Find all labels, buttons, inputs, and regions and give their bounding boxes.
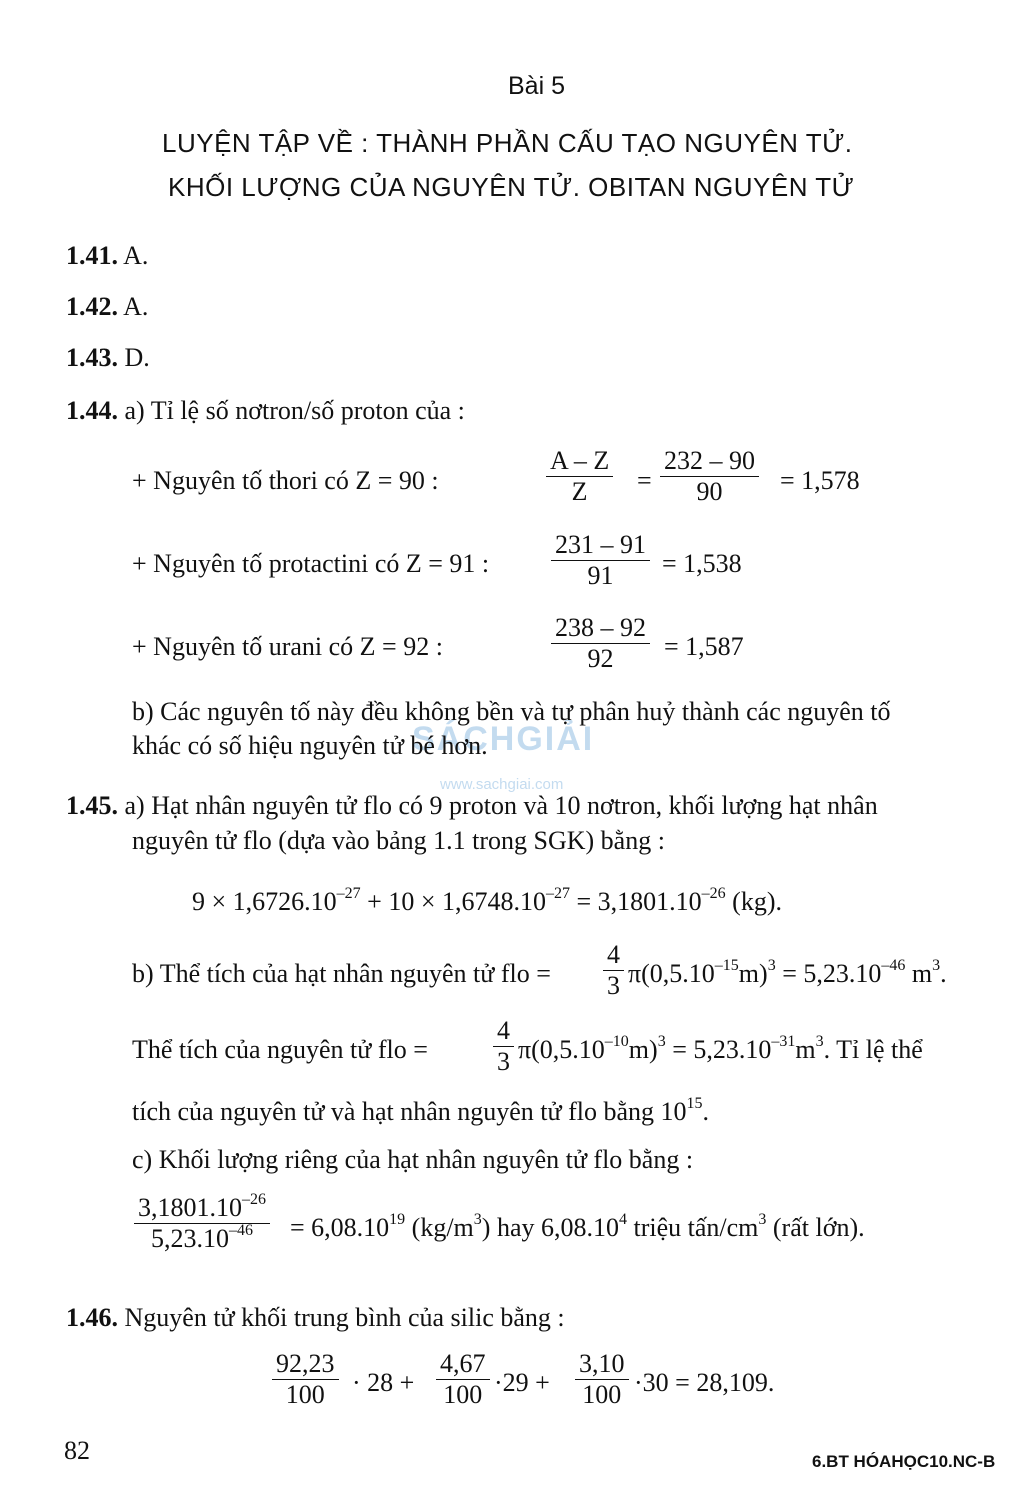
question-number: 1.45.	[66, 791, 118, 820]
answer-item	[66, 342, 150, 374]
denominator: $5,23.10^{-46}$	[151, 1222, 253, 1253]
denominator: 92	[587, 644, 614, 673]
question-intro: Nguyên tử khối trung bình của silic bằng :	[124, 1303, 565, 1332]
paragraph-line: nguyên tử flo (dựa vào bảng 1.1 trong SGK) bằng :	[132, 826, 665, 855]
paragraph-line: a) Hạt nhân nguyên tử flo có 9 proton và 10 nơtron, khối lượng hạt nhân	[124, 791, 878, 820]
fraction-si28: 92,23 100	[272, 1349, 339, 1410]
question-number: 1.42.	[66, 292, 118, 321]
lesson-label: Bài 5	[508, 72, 565, 100]
question-number: 1.44.	[66, 396, 118, 425]
page-title-line2: KHỐI LƯỢNG CỦA NGUYÊN TỬ. OBITAN NGUYÊN TỬ	[168, 172, 855, 202]
paragraph-line: c) Khối lượng riêng của hạt nhân nguyên tử flo bằng :	[132, 1145, 694, 1174]
atom-volume-expression: $\pi(0,5.10^{-10}m)^3 = 5,23.10^{-31}m^3$. Tỉ lệ thể	[518, 1033, 923, 1064]
protactini-label: + Nguyên tố protactini có Z = 91 :	[132, 549, 490, 578]
page-number: 82	[64, 1436, 90, 1465]
question-number: 1.43.	[66, 343, 118, 372]
answer-text: D.	[124, 343, 150, 372]
nucleus-volume-expression: $\pi(0,5.10^{-15}m)^3 = 5,23.10^{-46}$ $m^3$.	[628, 957, 947, 988]
thori-result: = 1,578	[780, 466, 860, 495]
question-144	[66, 395, 465, 427]
fraction-protactini	[551, 530, 650, 591]
page-title-line1: LUYỆN TẬP VỀ : THÀNH PHẦN CẤU TẠO NGUYÊN TỬ.	[162, 128, 853, 158]
answer-item	[66, 291, 148, 323]
denominator: 90	[696, 477, 723, 506]
denominator: 91	[587, 561, 614, 590]
fraction-four-thirds: 4 3	[493, 1016, 514, 1077]
numerator: 231 – 91	[555, 530, 646, 559]
answer-item	[66, 240, 148, 272]
multiplier-si29: ·29 +	[494, 1368, 550, 1397]
equals-sign: =	[637, 466, 652, 495]
volume-ratio-line: tích của nguyên tử và hạt nhân nguyên tử flo bằng $10^{15}$.	[132, 1095, 710, 1126]
fraction-density	[134, 1193, 270, 1254]
question-146	[66, 1302, 565, 1334]
book-code: 6.BT HÓAHỌC10.NC-B	[812, 1452, 996, 1471]
fraction-four-thirds: 4 3	[603, 940, 624, 1001]
fraction-thori-general	[546, 446, 613, 507]
urani-label: + Nguyên tố urani có Z = 92 :	[132, 632, 443, 661]
thori-label: + Nguyên tố thori có Z = 90 :	[132, 466, 439, 495]
nucleus-mass-equation: $9 \times 1,6726.10^{-27} + 10 \times 1,6748.10^{-27} = 3,1801.10^{-26}$ (kg).	[192, 885, 782, 916]
atom-volume-label: Thể tích của nguyên tử flo =	[132, 1035, 428, 1064]
fraction-si29: 4,67 100	[436, 1349, 490, 1410]
protactini-result: = 1,538	[662, 549, 742, 578]
paragraph-line: b) Các nguyên tố này đều không bền và tự phân huỷ thành các nguyên tố	[132, 697, 891, 726]
question-145	[66, 790, 878, 822]
multiplier-si30: ·30 = 28,109.	[634, 1368, 775, 1397]
fraction-thori-values	[660, 446, 759, 507]
numerator: 232 – 90	[664, 446, 755, 475]
answer-text: A.	[123, 292, 149, 321]
urani-result: = 1,587	[664, 632, 744, 661]
watermark-url: www.sachgiai.com	[440, 776, 564, 793]
denominator: Z	[571, 477, 588, 506]
watermark-logo: SÁCHGIẢI	[412, 720, 595, 758]
numerator: $3,1801.10^{-26}$	[138, 1191, 266, 1222]
question-number: 1.46.	[66, 1303, 118, 1332]
fraction-urani	[551, 613, 650, 674]
paragraph-line: khác có số hiệu nguyên tử bé hơn.	[132, 731, 488, 760]
multiplier-si28: · 28 +	[352, 1368, 415, 1397]
numerator: A – Z	[550, 446, 610, 475]
answer-text: A.	[123, 241, 149, 270]
density-result: = $6,08.10^{19}$ $(kg/m^3)$ hay 6,08.10$^4$ triệu tấn/$cm^3$ (rất lớn).	[290, 1211, 865, 1242]
question-intro: a) Tỉ lệ số nơtron/số proton của :	[124, 396, 465, 425]
numerator: 238 – 92	[555, 613, 646, 642]
question-number: 1.41.	[66, 241, 118, 270]
fraction-si30: 3,10 100	[575, 1349, 629, 1410]
nucleus-volume-label: b) Thể tích của hạt nhân nguyên tử flo =	[132, 959, 551, 988]
